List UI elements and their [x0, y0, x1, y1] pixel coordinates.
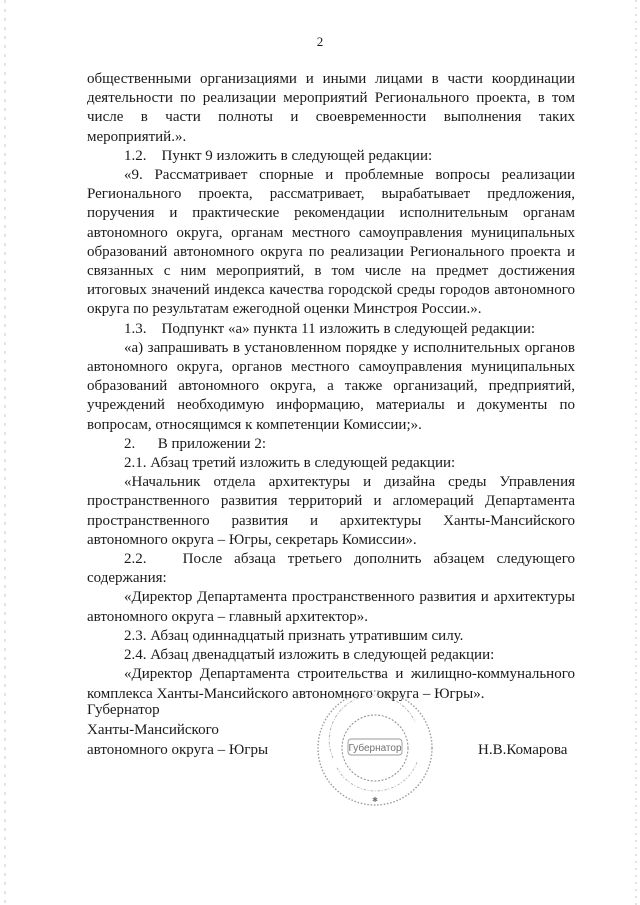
body-paragraph: 2.4. Абзац двенадцатый изложить в следующей редакции:: [124, 647, 495, 664]
document-body: [87, 70, 575, 704]
body-paragraph: «Директор Департамента пространственного развития и архитектуры автономного округа – главный архитектор».: [87, 589, 575, 625]
body-paragraph: 2.3. Абзац одиннадцатый признать утратившим силу.: [124, 627, 464, 644]
stamp-text: Губернатор: [348, 743, 402, 754]
signatory-name: Н.В.Комарова: [478, 742, 568, 758]
signature-stamp: [313, 686, 437, 810]
signatory-position-line: автономного округа – Югры: [87, 742, 269, 758]
body-paragraph: 2.2. После абзаца третьего дополнить абзацем следующего содержания:: [87, 551, 575, 587]
scan-edge-left: [4, 0, 6, 905]
signatory-position-line: Ханты-Мансийского: [87, 722, 219, 738]
body-paragraph: 1.2. Пункт 9 изложить в следующей редакции:: [124, 147, 433, 164]
signatory-position: [87, 700, 307, 760]
scan-edge-right: [635, 0, 637, 905]
body-paragraph: 1.3. Подпункт «а» пункта 11 изложить в следующей редакции:: [124, 320, 536, 337]
body-paragraph: «а) запрашивать в установленном порядке у исполнительных органов автономного округа, органов местного самоуправления муниципальных образований автономного округа, а также организаций, предприятий, учреждений необходимую информацию, материалы и документы по вопросам, относящимся к компетенции Комиссии;».: [87, 339, 575, 433]
page-number: 2: [316, 34, 324, 49]
signatory-position-line: Губернатор: [87, 702, 160, 718]
body-paragraph: «Директор Департамента строительства и жилищно-коммунального комплекса Ханты-Мансийского автономного округа – Югры».: [87, 666, 575, 702]
body-paragraph: «Начальник отдела архитектуры и дизайна среды Управления пространственного развития территорий и агломераций Департамента пространственного развития и архитектуры Ханты-Мансийского автономного округа – Югры, секретарь Комиссии».: [87, 474, 575, 548]
body-paragraph: «9. Рассматривает спорные и проблемные вопросы реализации Регионального проекта, рассматривает, вырабатывает предложения, поручения и практические рекомендации исполнительным органам автономного округа, органам местного самоуправления муниципальных образований автономного округа по реализации Регионального проекта и связанных с ним мероприятий, в том числе на предмет достижения итоговых значений индекса качества городской среды городов автономного округа по результатам ежегодной оценки Минстроя России.».: [87, 167, 575, 318]
body-paragraph: 2. В приложении 2:: [124, 435, 266, 452]
body-paragraph: общественными организациями и иными лицами в части координации деятельности по реализации мероприятий Регионального проекта, в том числе в части полноты и своевременности выполнения таких мероприятий.».: [87, 71, 575, 145]
body-paragraph: 2.1. Абзац третий изложить в следующей редакции:: [124, 455, 456, 472]
stamp-star-icon: ✱: [372, 796, 378, 804]
